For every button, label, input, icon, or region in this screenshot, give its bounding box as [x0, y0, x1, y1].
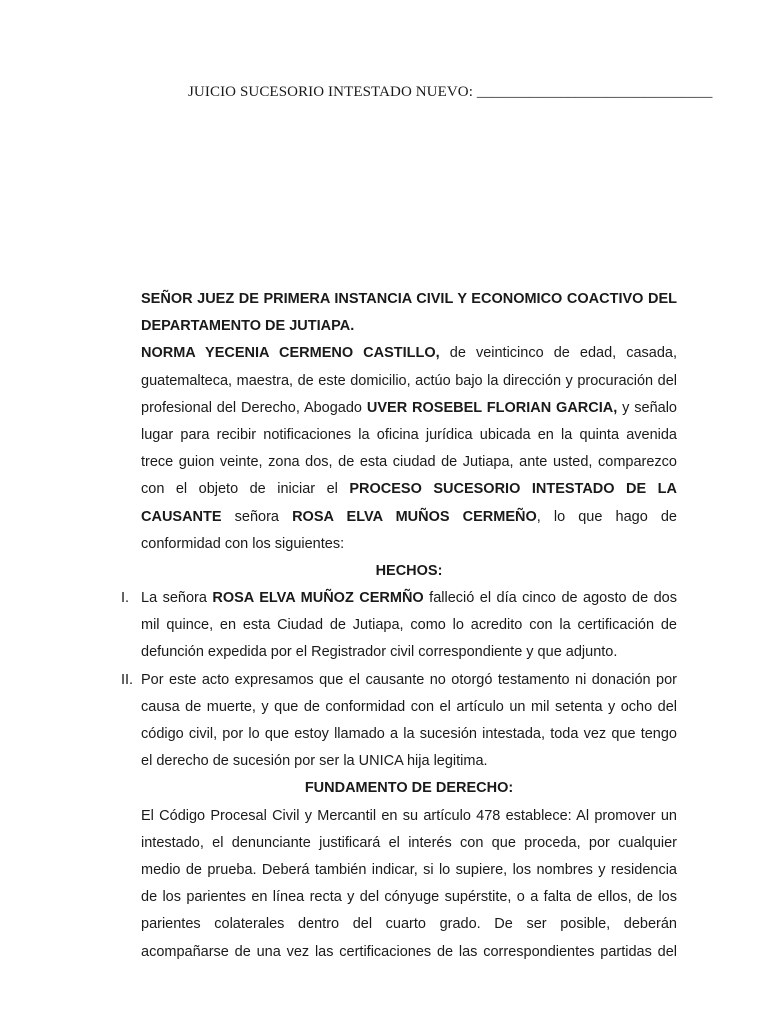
intro-line-2: guatemalteca, maestra, de este domicilio, actúo bajo la dirección y procuración del — [141, 372, 677, 389]
fundamento-line-2: intestado, el denunciante justificará el interés con que proceda, por cualquier — [141, 834, 677, 851]
salutation-line-1: SEÑOR JUEZ DE PRIMERA INSTANCIA CIVIL Y ECONOMICO COACTIVO DEL — [141, 291, 677, 307]
lawyer-name: UVER ROSEBEL FLORIAN GARCIA, — [366, 399, 618, 416]
hecho-text: La señora — [141, 590, 213, 607]
fundamento-line-1: El Código Procesal Civil y Mercantil en su artículo 478 establece: Al promover un — [141, 807, 677, 824]
intro-line-4: lugar para recibir notificaciones la oficina jurídica ubicada en la quinta avenida — [141, 426, 677, 443]
intro-text: con el objeto de iniciar el — [141, 481, 350, 498]
deceased-name: ROSA ELVA MUÑOZ CERMÑO — [212, 590, 424, 607]
document-body — [121, 286, 677, 966]
intro-text: profesional del Derecho, Abogado — [141, 399, 367, 416]
intro-line-7 — [141, 504, 677, 531]
intro-line-5: trece guion veinte, zona dos, de esta ciudad de Jutiapa, ante usted, comparezco — [141, 454, 677, 471]
hecho-1-line-2: mil quince, en esta Ciudad de Jutiapa, como lo acredito con la certificación de — [141, 617, 677, 634]
hecho-item-2 — [121, 667, 677, 776]
fundamento-title: FUNDAMENTO DE DERECHO: — [304, 780, 514, 797]
hecho-2-line-2: causa de muerte, y que de conformidad con el artículo un mil setenta y ocho del — [141, 698, 677, 715]
hecho-1-line-1: I. La señora ROSA ELVA MUÑOZ CERMÑO falleció el día cinco de agosto de dos — [121, 590, 677, 607]
hecho-2-line-3: código civil, por lo que estoy llamado a la sucesión intestada, toda vez que tengo — [141, 726, 677, 742]
deceased-name: ROSA ELVA MUÑOS CERMEÑO — [292, 508, 537, 525]
hecho-item-1 — [121, 585, 677, 667]
hechos-title: HECHOS: — [375, 562, 443, 579]
intro-text: , lo que hago de — [536, 508, 677, 525]
hecho-text: Por este acto expresamos que el causante no otorgó testamento ni donación por — [141, 671, 677, 688]
hecho-1-line-3: defunción expedida por el Registrador civil correspondiente y que adjunto. — [141, 644, 618, 661]
intro-line-8: conformidad con los siguientes: — [141, 535, 345, 552]
hecho-2-line-4: el derecho de sucesión por ser la UNICA hija legitima. — [141, 753, 488, 770]
intro-text: y señalo — [617, 399, 677, 416]
fundamento-line-6: acompañarse de una vez las certificaciones de las correspondientes partidas del — [141, 943, 677, 960]
fundamento-line-3: medio de prueba. Deberá también indicar, si lo supiere, los nombres y residencia — [141, 861, 677, 878]
intro-text: de veinticinco de edad, casada, — [439, 345, 677, 362]
process-name: PROCESO SUCESORIO INTESTADO DE LA — [349, 481, 677, 498]
hecho-text: falleció el día cinco de agosto de dos — [423, 590, 677, 607]
intro-line-3 — [141, 395, 677, 422]
salutation-line-2: DEPARTAMENTO DE JUTIAPA. — [141, 318, 355, 335]
hecho-2-line-1: II. Por este acto expresamos que el causante no otorgó testamento ni donación por — [121, 671, 677, 688]
intro-line-6 — [141, 476, 677, 503]
case-header: JUICIO SUCESORIO INTESTADO NUEVO: _______________________________ — [188, 84, 713, 100]
intro-text: señora — [221, 508, 293, 525]
fundamento-line-4: de los parientes en línea recta y del cónyuge supérstite, o a falta de ellos, de los — [141, 889, 677, 906]
petitioner-name: NORMA YECENIA CERMENO CASTILLO, — [141, 345, 440, 362]
intro-line-1 — [141, 340, 677, 367]
process-name-cont: CAUSANTE — [141, 508, 222, 525]
fundamento-line-5: parientes colaterales dentro del cuarto grado. De ser posible, deberán — [141, 916, 677, 933]
